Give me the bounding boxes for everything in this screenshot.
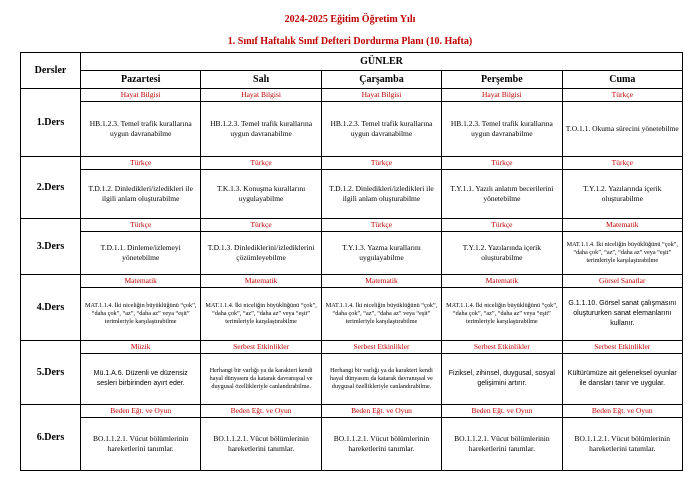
schedule-table — [20, 52, 683, 471]
lesson-label: 5.Ders — [21, 341, 81, 405]
lesson-cell — [562, 275, 682, 341]
objective-text: T.D.1.3. Dinlediklerini/izlediklerini çözümleyebilme — [207, 243, 315, 262]
lesson-cell — [321, 219, 441, 275]
lesson-cell — [81, 275, 201, 341]
objective-text: T.D.1.2. Dinledikleri/izledikleri ile ilgili anlam oluşturabilme — [329, 184, 434, 203]
subject-name: Serbest Etkinlikler — [322, 341, 441, 354]
lesson-cell — [201, 275, 321, 341]
title-year: 2024-2025 Eğitim Öğretim Yılı — [284, 14, 416, 25]
lesson-label: 2.Ders — [21, 157, 81, 219]
table-row — [21, 341, 683, 405]
subject-name: Türkçe — [81, 157, 200, 170]
day-header-sali: Salı — [201, 71, 321, 89]
subject-name: Türkçe — [201, 157, 320, 170]
subject-name: Türkçe — [563, 157, 682, 170]
lesson-label: 3.Ders — [21, 219, 81, 275]
lesson-cell — [81, 89, 201, 157]
subject-name: Beden Eğt. ve Oyun — [201, 405, 320, 418]
table-row — [21, 275, 683, 341]
lesson-cell — [81, 219, 201, 275]
objective-text: HB.1.2.3. Temel trafik kurallarına uygun davranabilme — [210, 119, 313, 138]
subject-name: Beden Eğt. ve Oyun — [442, 405, 561, 418]
objective-text: BO.1.1.2.1. Vücut bölümlerinin hareketlerini tanımlar. — [92, 434, 189, 453]
objective-text: G.1.1.10. Görsel sanat çalışmasını oluştururken sanat elemanlarını kullanır. — [568, 300, 677, 327]
objective-text: T.Y.1.2. Yazılarında içerik oluşturabilme — [583, 184, 662, 203]
objective-text: T.K.1.3. Konuşma kurallarını uygulayabilme — [216, 184, 306, 203]
lesson-cell — [562, 341, 682, 405]
subject-name: Matematik — [442, 275, 561, 288]
lesson-cell — [321, 157, 441, 219]
objective-text: BO.1.1.2.1. Vücut bölümlerinin hareketlerini tanımlar. — [333, 434, 430, 453]
lesson-cell — [201, 219, 321, 275]
subject-name: Türkçe — [81, 219, 200, 232]
subject-name: Serbest Etkinlikler — [563, 341, 682, 354]
objective-text: MAT.1.1.4. İki niceliğin büyüklüğünü “çok”, “daha çok”, “az”, “daha az” veya “eşit” terimleriyle karşılaştırabilme — [325, 302, 438, 325]
table-row — [21, 89, 683, 157]
day-header-cuma: Cuma — [562, 71, 682, 89]
objective-text: Herhangi bir varlığı ya da karakteri kendi hayal dünyasını da katarak davranışsal ve duygusal özellikleriyle canlandırabilme. — [330, 367, 433, 390]
subject-name: Matematik — [201, 275, 320, 288]
day-header-carsamba: Çarşamba — [321, 71, 441, 89]
objective-text: MAT.1.1.4. İki niceliğin büyüklüğünü “çok”, “daha çok”, “az”, “daha az” veya “eşit” terimleriyle karşılaştırabilme — [566, 241, 678, 264]
objective-text: T.Y.1.3. Yazma kurallarını uygulayabilme — [342, 243, 421, 262]
subject-name: Hayat Bilgisi — [201, 89, 320, 102]
objective-text: Kültürümüze ait geleneksel oyunlar ile dansları tanır ve uygular. — [567, 370, 677, 387]
objective-text: Herhangi bir varlığı ya da karakteri kendi hayal dünyasını da katarak davranışsal ve duygusal özellikleriyle canlandırabilme. — [209, 367, 313, 390]
objective-text: T.Y.1.2. Yazılarında içerik oluşturabilme — [462, 243, 541, 262]
lesson-cell — [81, 157, 201, 219]
subject-name: Hayat Bilgisi — [442, 89, 561, 102]
lesson-cell — [442, 275, 562, 341]
objective-text: MAT.1.1.4. İki niceliğin büyüklüğünü “çok”, “daha çok”, “az”, “daha az” veya “eşit” terimleriyle karşılaştırabilme — [84, 302, 197, 325]
subject-name: Görsel Sanatlar — [563, 275, 682, 288]
lesson-cell — [81, 405, 201, 471]
objective-text: BO.1.1.2.1. Vücut bölümlerinin hareketlerini tanımlar. — [454, 434, 550, 453]
lesson-cell — [562, 157, 682, 219]
objective-text: T.D.1.2. Dinledikleri/izledikleri ile ilgili anlam oluşturabilme — [88, 184, 193, 203]
objective-text: T.D.1.1. Dinleme/izlemeyi yönetebilme — [100, 243, 181, 262]
subject-name: Serbest Etkinlikler — [201, 341, 320, 354]
lesson-cell — [442, 405, 562, 471]
subject-name: Beden Eğt. ve Oyun — [563, 405, 682, 418]
day-header-pazartesi: Pazartesi — [81, 71, 201, 89]
lesson-cell — [201, 89, 321, 157]
lesson-cell — [321, 275, 441, 341]
lesson-cell — [442, 89, 562, 157]
gunler-header: GÜNLER — [81, 53, 683, 71]
lesson-cell — [321, 89, 441, 157]
subject-name: Türkçe — [563, 89, 682, 102]
subject-name: Müzik — [81, 341, 200, 354]
lesson-cell — [201, 341, 321, 405]
subject-name: Matematik — [81, 275, 200, 288]
lesson-label: 1.Ders — [21, 89, 81, 157]
lesson-cell — [562, 405, 682, 471]
objective-text: Mü.1.A.6. Düzenli ve düzensiz sesleri birbirinden ayırt eder. — [93, 370, 188, 387]
lesson-label: 4.Ders — [21, 275, 81, 341]
lesson-cell — [321, 405, 441, 471]
lesson-cell — [81, 341, 201, 405]
subject-name: Hayat Bilgisi — [322, 89, 441, 102]
objective-text: BO.1.1.2.1. Vücut bölümlerinin hareketlerini tanımlar. — [574, 434, 671, 453]
lesson-cell — [321, 341, 441, 405]
table-row — [21, 405, 683, 471]
subject-name: Türkçe — [322, 157, 441, 170]
objective-text: T.Y.1.1. Yazılı anlatım becerilerini yönetebilme — [450, 184, 554, 203]
subject-name: Matematik — [322, 275, 441, 288]
subject-name: Türkçe — [442, 219, 561, 232]
objective-text: BO.1.1.2.1. Vücut bölümlerinin hareketlerini tanımlar. — [213, 434, 309, 453]
objective-text: HB.1.2.3. Temel trafik kurallarına uygun davranabilme — [89, 119, 192, 138]
subject-name: Beden Eğt. ve Oyun — [322, 405, 441, 418]
table-row — [21, 219, 683, 275]
subject-name: Türkçe — [322, 219, 441, 232]
lesson-cell — [201, 157, 321, 219]
title-plan: 1. Sınıf Haftalık Sınıf Defteri Dordurma Planı (10. Hafta) — [227, 36, 473, 47]
dersler-header: Dersler — [21, 53, 81, 89]
lesson-label: 6.Ders — [21, 405, 81, 471]
table-row — [21, 157, 683, 219]
lesson-cell — [201, 405, 321, 471]
objective-text: T.O.1.1. Okuma sürecini yönetebilme — [565, 124, 679, 133]
objective-text: MAT.1.1.4. İki niceliğin büyüklüğünü “çok”, “daha çok”, “az”, “daha az” veya “eşit” terimleriyle karşılaştırabilme — [446, 302, 558, 325]
lesson-cell — [562, 89, 682, 157]
subject-name: Serbest Etkinlikler — [442, 341, 561, 354]
objective-text: Fiziksel, zihinsel, duygusal, sosyal gelişimini artırır. — [448, 370, 555, 387]
lesson-cell — [442, 157, 562, 219]
subject-name: Beden Eğt. ve Oyun — [81, 405, 200, 418]
subject-name: Matematik — [563, 219, 682, 232]
subject-name: Hayat Bilgisi — [81, 89, 200, 102]
subject-name: Türkçe — [201, 219, 320, 232]
objective-text: MAT.1.1.4. İki niceliğin büyüklüğünü “çok”, “daha çok”, “az”, “daha az” veya “eşit” terimleriyle karşılaştırabilme — [205, 302, 317, 325]
objective-text: HB.1.2.3. Temel trafik kurallarına uygun davranabilme — [330, 119, 433, 138]
subject-name: Türkçe — [442, 157, 561, 170]
lesson-cell — [442, 219, 562, 275]
objective-text: HB.1.2.3. Temel trafik kurallarına uygun davranabilme — [450, 119, 553, 138]
day-header-persembe: Perşembe — [442, 71, 562, 89]
lesson-cell — [562, 219, 682, 275]
lesson-cell — [442, 341, 562, 405]
